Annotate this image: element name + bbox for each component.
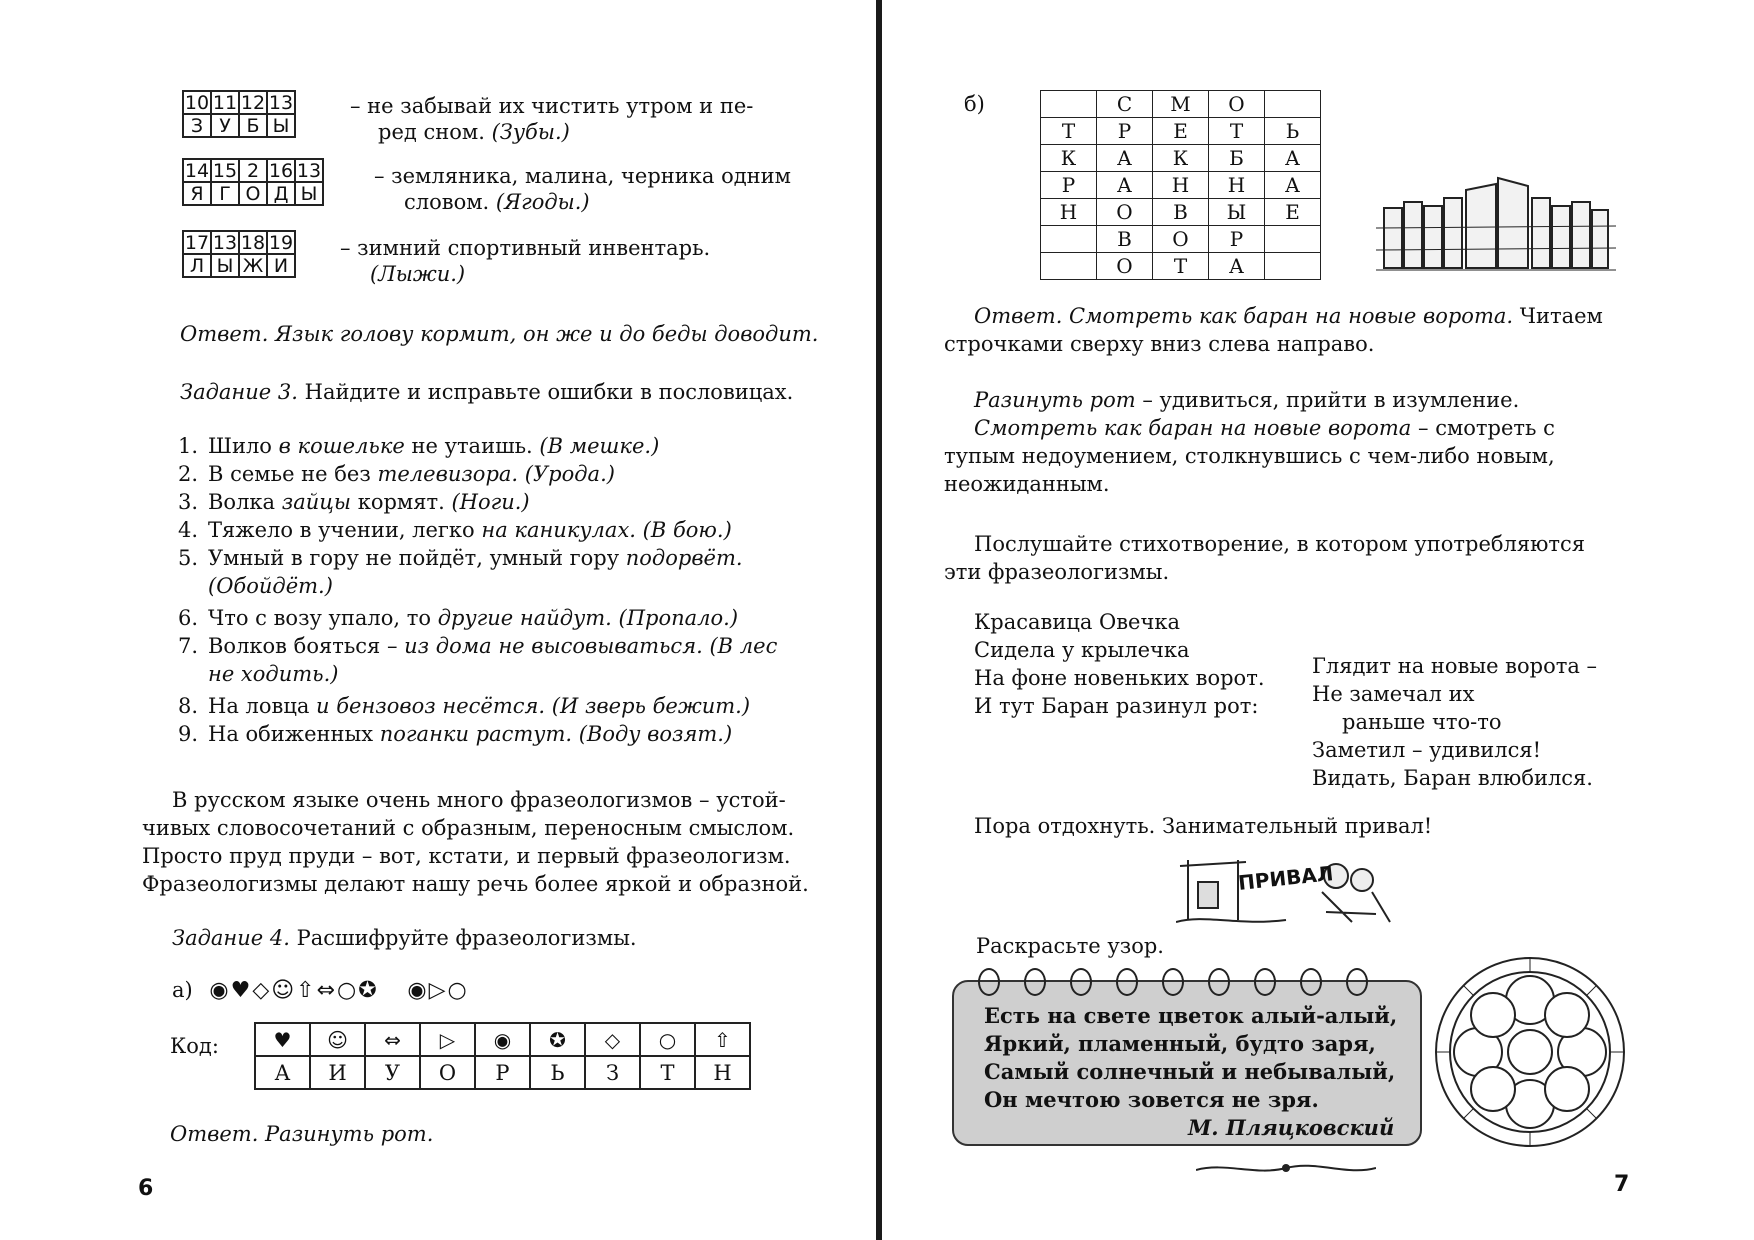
proverb-continuation bbox=[208, 572, 333, 600]
code-letter: Н bbox=[695, 1056, 750, 1089]
grid-cell: В bbox=[1097, 226, 1153, 253]
grid-cell bbox=[1041, 91, 1097, 118]
poem-right-line: Глядит на новые ворота – bbox=[1312, 654, 1598, 678]
definition-1-phrase: Разинуть рот bbox=[974, 388, 1136, 412]
grid-cell: Н bbox=[1153, 172, 1209, 199]
code-letter: Б bbox=[239, 114, 267, 137]
proverb-error: зайцы bbox=[281, 490, 352, 514]
riddle-1-text: ред сном. bbox=[378, 120, 485, 144]
proverb-answer: (В лес bbox=[709, 634, 778, 658]
paragraph-line: Просто пруд пруди – вот, кстати, и первый фразеологизм. bbox=[142, 844, 791, 868]
proverb-number: 1. bbox=[178, 434, 199, 458]
flower-pattern bbox=[1430, 952, 1630, 1152]
definition-2 bbox=[974, 414, 1555, 442]
proverb-text: Умный в гору не пойдёт, умный гору bbox=[208, 546, 626, 570]
puzzle-a-label: а) bbox=[172, 978, 193, 1002]
proverb-text bbox=[518, 462, 525, 486]
grid-cell bbox=[1265, 91, 1321, 118]
riddle-2-line2 bbox=[404, 188, 590, 216]
left-page bbox=[0, 0, 876, 1240]
grid-cell: О bbox=[1153, 226, 1209, 253]
riddle-3-answer bbox=[370, 260, 465, 288]
riddle-1-line1: – не забывай их чистить утром и пе- bbox=[350, 94, 754, 118]
ornament bbox=[1196, 1158, 1376, 1178]
code-letter: О bbox=[420, 1056, 475, 1089]
ring-icon bbox=[1254, 968, 1276, 996]
rest-sign: ПРИВАЛ bbox=[1237, 861, 1335, 895]
proverb-number: 4. bbox=[178, 518, 199, 542]
riddle-3-line1: – зимний спортивный инвентарь. bbox=[340, 236, 711, 260]
code-number: 13 bbox=[212, 231, 238, 254]
task-4-text: Расшифруйте фразеологизмы. bbox=[296, 926, 637, 950]
poem-right-line: Не замечал их bbox=[1312, 682, 1475, 706]
proverb-error: другие найдут. bbox=[437, 606, 612, 630]
fence-illustration bbox=[1376, 168, 1616, 280]
proverb-number: 2. bbox=[178, 462, 199, 486]
proverb-answer: (Пропало.) bbox=[618, 606, 739, 630]
grid-cell bbox=[1265, 253, 1321, 280]
color-task: Раскрасьте узор. bbox=[976, 934, 1164, 958]
grid-cell: Т bbox=[1209, 118, 1265, 145]
definition-1-text: – удивиться, прийти в изумление. bbox=[1135, 388, 1520, 412]
code-letter: А bbox=[255, 1056, 310, 1089]
ring-icon bbox=[1116, 968, 1138, 996]
proverb-item bbox=[178, 720, 732, 748]
proverb-answer: (В бою.) bbox=[642, 518, 732, 542]
answer-2: Ответ. Разинуть рот. bbox=[170, 1122, 434, 1146]
answer-3-text: Читаем bbox=[1513, 304, 1603, 328]
grid-cell bbox=[1041, 226, 1097, 253]
ring-icon bbox=[1162, 968, 1184, 996]
proverb-error: поганки растут. bbox=[379, 722, 573, 746]
code-letter: И bbox=[310, 1056, 365, 1089]
code-number: 10 bbox=[184, 91, 210, 114]
up-arrow-icon: ⇧ bbox=[695, 1023, 750, 1056]
proverb-item bbox=[178, 692, 750, 720]
riddle-2-answer: (Ягоды.) bbox=[495, 190, 590, 214]
proverb-text: Шило bbox=[208, 434, 279, 458]
proverb-answer: (Урода.) bbox=[524, 462, 615, 486]
proverb-error: в кошельке bbox=[278, 434, 405, 458]
rest-line: Пора отдохнуть. Занимательный привал! bbox=[974, 814, 1433, 838]
grid-cell: О bbox=[1209, 91, 1265, 118]
grid-cell: А bbox=[1097, 145, 1153, 172]
definition-2-text: – смотреть с bbox=[1411, 416, 1555, 440]
riddle-1-line2 bbox=[378, 118, 570, 146]
triangle-icon: ▷ bbox=[420, 1023, 475, 1056]
answer-3-phrase: Ответ. Смотреть как баран на новые ворота. bbox=[974, 304, 1514, 328]
grid-cell: Б bbox=[1209, 145, 1265, 172]
answer-3-line1 bbox=[974, 302, 1603, 330]
code-letter: Ы bbox=[211, 254, 239, 277]
code-number: 2 bbox=[239, 159, 267, 182]
code-number: 16 bbox=[268, 159, 294, 182]
code-number: 13 bbox=[296, 159, 322, 182]
grid-cell: Р bbox=[1041, 172, 1097, 199]
heart-icon: ♥ bbox=[255, 1023, 310, 1056]
task-3-text: Найдите и исправьте ошибки в пословицах. bbox=[304, 380, 794, 404]
proverb-answer: (В мешке.) bbox=[539, 434, 660, 458]
grid-cell: В bbox=[1153, 199, 1209, 226]
grid-cell: Т bbox=[1041, 118, 1097, 145]
diamond-icon: ◇ bbox=[585, 1023, 640, 1056]
proverb-number: 7. bbox=[178, 634, 199, 658]
code-number: 13 bbox=[268, 91, 294, 114]
grid-cell: Н bbox=[1209, 172, 1265, 199]
puzzle-a-symbols-word1: ◉♥◇☺⇧⇔○✪ bbox=[209, 978, 379, 1003]
grid-cell: О bbox=[1097, 199, 1153, 226]
riddle-2-text: словом. bbox=[404, 190, 490, 214]
grid-cell: С bbox=[1097, 91, 1153, 118]
double-arrow-icon: ⇔ bbox=[365, 1023, 420, 1056]
poem-left-line: Сидела у крылечка bbox=[974, 638, 1190, 662]
grid-cell: Ы bbox=[1209, 199, 1265, 226]
proverb-text: кормят. bbox=[351, 490, 452, 514]
riddle-3-answer-text: (Лыжи.) bbox=[370, 262, 466, 286]
code-letter: У bbox=[365, 1056, 420, 1089]
poem-right-line: Видать, Баран влюбился. bbox=[1312, 766, 1593, 790]
code-letter: Ь bbox=[530, 1056, 585, 1089]
poem-left-line: На фоне новеньких ворот. bbox=[974, 666, 1265, 690]
star-circle-icon: ✪ bbox=[530, 1023, 585, 1056]
card-poem-line: Есть на свете цветок алый-алый, bbox=[984, 1003, 1398, 1028]
answer-3-line2: строчками сверху вниз слева направо. bbox=[944, 332, 1375, 356]
code-letter: Я bbox=[183, 182, 211, 205]
proverb-text: не утаишь. bbox=[404, 434, 540, 458]
definition-2-phrase: Смотреть как баран на новые ворота bbox=[974, 416, 1412, 440]
grid-cell: Е bbox=[1265, 199, 1321, 226]
proverb-answer: (Обойдёт.) bbox=[208, 574, 333, 598]
proverb-text: Волков бояться – bbox=[208, 634, 405, 658]
proverb-text: Волка bbox=[208, 490, 282, 514]
proverb-item bbox=[178, 488, 530, 516]
grid-cell: А bbox=[1265, 145, 1321, 172]
proverb-number: 6. bbox=[178, 606, 199, 630]
code-letter: Ы bbox=[295, 182, 323, 205]
code-letter: Ж bbox=[239, 254, 267, 277]
proverb-text bbox=[572, 722, 579, 746]
proverb-error: подорвёт. bbox=[625, 546, 743, 570]
code-letter: Ы bbox=[267, 114, 295, 137]
grid-cell: Р bbox=[1209, 226, 1265, 253]
proverb-number: 8. bbox=[178, 694, 199, 718]
grid-cell: Т bbox=[1153, 253, 1209, 280]
grid-cell: Е bbox=[1153, 118, 1209, 145]
poem-left-line: Красавица Овечка bbox=[974, 610, 1181, 634]
poem-left-line: И тут Баран разинул рот: bbox=[974, 694, 1259, 718]
circle-icon: ○ bbox=[640, 1023, 695, 1056]
code-number: 17 bbox=[184, 231, 210, 254]
poem-right-line: раньше что-то bbox=[1342, 710, 1502, 734]
code-key-table bbox=[254, 1022, 751, 1090]
ring-icon bbox=[978, 968, 1000, 996]
grid-cell: К bbox=[1153, 145, 1209, 172]
code-label: Код: bbox=[170, 1034, 219, 1058]
listen-line2: эти фразеологизмы. bbox=[944, 560, 1170, 584]
card-author: М. Пляцковский bbox=[1188, 1115, 1395, 1140]
grid-cell: К bbox=[1041, 145, 1097, 172]
code-number: 14 bbox=[184, 159, 210, 182]
code-letter: Г bbox=[211, 182, 239, 205]
grid-cell: А bbox=[1265, 172, 1321, 199]
task-4-heading bbox=[172, 924, 637, 952]
code-letter: Д bbox=[267, 182, 295, 205]
smiley-icon: ☺ bbox=[310, 1023, 365, 1056]
proverb-number: 3. bbox=[178, 490, 199, 514]
task-3-label: Задание 3. bbox=[180, 380, 298, 404]
poem-card bbox=[952, 980, 1422, 1146]
grid-cell: Н bbox=[1041, 199, 1097, 226]
ring-icon bbox=[1346, 968, 1368, 996]
paragraph-line: В русском языке очень много фразеологизмов – устой- bbox=[172, 788, 786, 812]
ring-icon bbox=[1208, 968, 1230, 996]
proverb-text: В семье не без bbox=[208, 462, 378, 486]
code-letter: О bbox=[239, 182, 267, 205]
proverb-text: Что с возу упало, то bbox=[208, 606, 438, 630]
puzzle-a-symbols-word2: ◉▷○ bbox=[407, 978, 469, 1003]
code-letter: З bbox=[585, 1056, 640, 1089]
code-letter: Т bbox=[640, 1056, 695, 1089]
code-number: 12 bbox=[240, 91, 266, 114]
proverb-continuation bbox=[208, 660, 338, 688]
answer-1: Ответ. Язык голову кормит, он же и до беды доводит. bbox=[180, 322, 819, 346]
proverb-text: На ловца bbox=[208, 694, 317, 718]
listen-line1: Послушайте стихотворение, в котором употребляются bbox=[974, 532, 1586, 556]
proverb-answer: (Воду возят.) bbox=[578, 722, 733, 746]
code-letter: Л bbox=[183, 254, 211, 277]
card-poem-line: Яркий, пламенный, будто заря, bbox=[984, 1031, 1376, 1056]
code-number: 18 bbox=[240, 231, 266, 254]
paragraph-line: чивых словосочетаний с образным, переносным смыслом. bbox=[142, 816, 795, 840]
proverb-number: 9. bbox=[178, 722, 199, 746]
grid-cell: А bbox=[1209, 253, 1265, 280]
code-letter: З bbox=[183, 114, 211, 137]
code-letter: Р bbox=[475, 1056, 530, 1089]
proverb-answer: (Ноги.) bbox=[451, 490, 530, 514]
ring-icon bbox=[1070, 968, 1092, 996]
riddle-2-code bbox=[182, 158, 324, 206]
puzzle-b-label: б) bbox=[964, 92, 985, 116]
proverb-item bbox=[178, 516, 732, 544]
page-number-right: 7 bbox=[1614, 1172, 1630, 1197]
definition-2-line3: неожиданным. bbox=[944, 472, 1110, 496]
proverb-item bbox=[178, 544, 743, 572]
code-letter: У bbox=[211, 114, 239, 137]
grid-cell: М bbox=[1153, 91, 1209, 118]
ring-icon bbox=[1024, 968, 1046, 996]
task-4-label: Задание 4. bbox=[172, 926, 290, 950]
task-3-heading bbox=[180, 378, 793, 406]
code-number: 19 bbox=[268, 231, 294, 254]
definition-2-line2: тупым недоумением, столкнувшись с чем-либо новым, bbox=[944, 444, 1555, 468]
puzzle-a bbox=[172, 976, 469, 1005]
proverb-error: из дома не высовываться. bbox=[404, 634, 703, 658]
definition-1 bbox=[974, 386, 1519, 414]
proverb-item bbox=[178, 432, 659, 460]
proverb-number: 5. bbox=[178, 546, 199, 570]
riddle-1-code bbox=[182, 90, 296, 138]
proverb-text bbox=[636, 518, 643, 542]
proverb-text: На обиженных bbox=[208, 722, 380, 746]
proverb-text bbox=[545, 694, 552, 718]
grid-cell: А bbox=[1097, 172, 1153, 199]
code-number: 11 bbox=[212, 91, 238, 114]
letter-grid bbox=[1040, 90, 1321, 280]
proverb-item bbox=[178, 632, 777, 660]
page-number-left: 6 bbox=[138, 1176, 154, 1201]
proverb-item bbox=[178, 460, 615, 488]
poem-right-line: Заметил – удивился! bbox=[1312, 738, 1542, 762]
riddle-2-line1: – земляника, малина, черника одним bbox=[374, 164, 791, 188]
proverb-error: на каникулах. bbox=[481, 518, 636, 542]
card-poem-line: Он мечтою зовется не зря. bbox=[984, 1087, 1319, 1112]
grid-cell: Р bbox=[1097, 118, 1153, 145]
grid-cell bbox=[1041, 253, 1097, 280]
proverb-text: Тяжело в учении, легко bbox=[208, 518, 482, 542]
riddle-3-code bbox=[182, 230, 296, 278]
ring-icon bbox=[1300, 968, 1322, 996]
proverb-item bbox=[178, 604, 738, 632]
grid-cell: О bbox=[1097, 253, 1153, 280]
riddle-1-answer: (Зубы.) bbox=[491, 120, 570, 144]
proverb-error: и бензовоз несётся. bbox=[316, 694, 546, 718]
proverb-error: телевизора. bbox=[377, 462, 519, 486]
paragraph-line: Фразеологизмы делают нашу речь более яркой и образной. bbox=[142, 872, 809, 896]
code-letter: И bbox=[267, 254, 295, 277]
card-poem-line: Самый солнечный и небывалый, bbox=[984, 1059, 1396, 1084]
grid-cell bbox=[1265, 226, 1321, 253]
proverb-text bbox=[612, 606, 619, 630]
code-number: 15 bbox=[212, 159, 238, 182]
bullseye-icon: ◉ bbox=[475, 1023, 530, 1056]
grid-cell: Ь bbox=[1265, 118, 1321, 145]
proverb-answer: не ходить.) bbox=[208, 662, 339, 686]
proverb-answer: (И зверь бежит.) bbox=[551, 694, 751, 718]
